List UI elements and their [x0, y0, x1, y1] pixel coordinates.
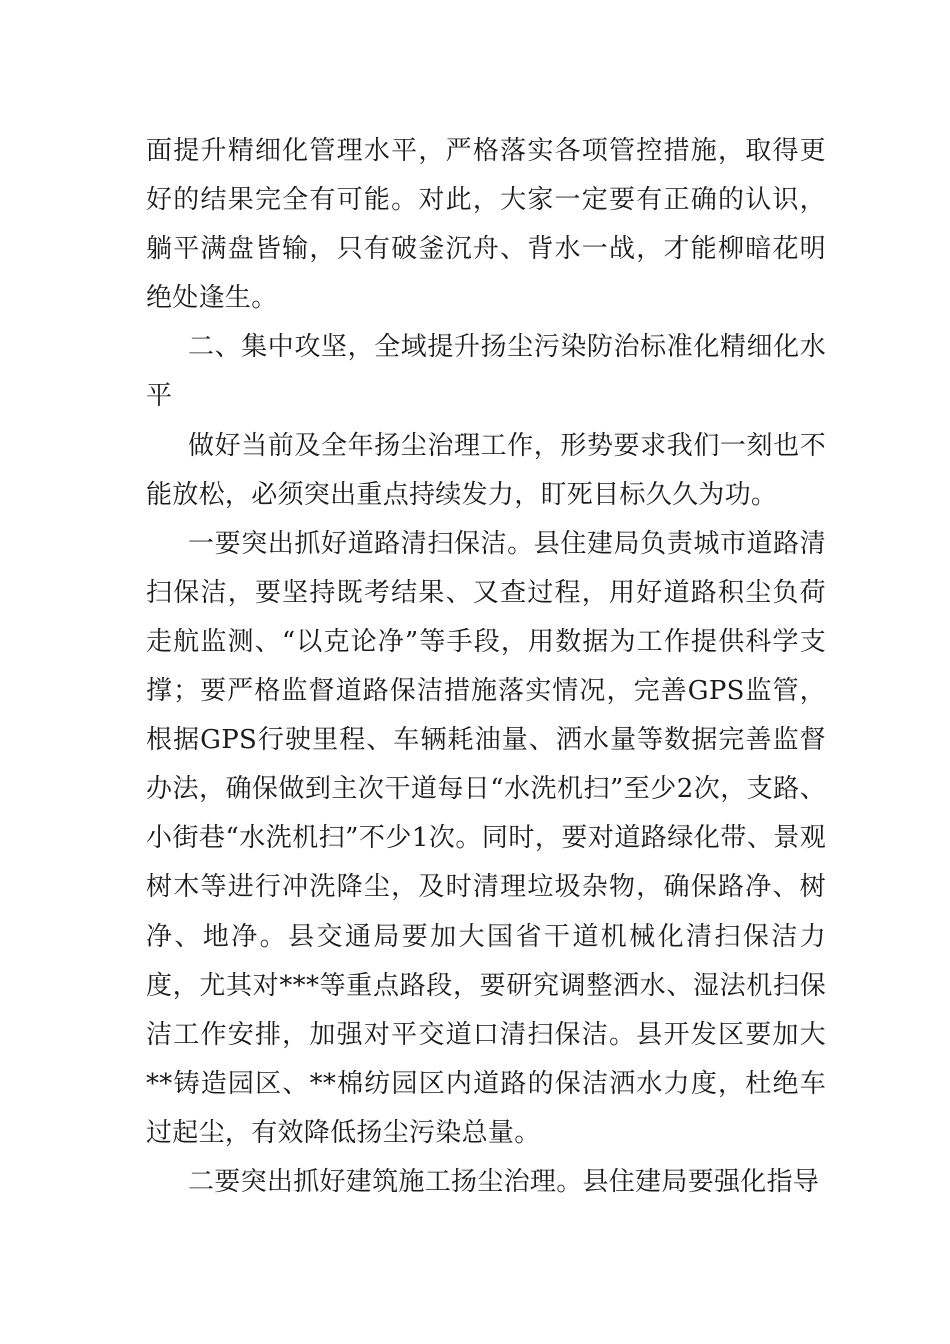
paragraph-intro: 做好当前及全年扬尘治理工作，形势要求我们一刻也不能放松，必须突出重点持续发力，盯死目标久久为功。: [146, 430, 826, 510]
paragraph-road-cleaning: 一要突出抓好道路清扫保洁。县住建局负责城市道路清扫保洁，要坚持既考结果、又查过程，用好道路积尘负荷走航监测、“以克论净”等手段，用数据为工作提供科学支撑；要严格监督道路保洁措施落实情况，完善GPS监管，根据GPS行驶里程、车辆耗油量、洒水量等数据完善监督办法，确保做到主次干道每日“水洗机扫”至少2次，支路、小街巷“水洗机扫”不少1次。同时，要对道路绿化带、景观树木等进行冲洗降尘，及时清理垃圾杂物，确保路净、树净、地净。县交通局要加大国省干道机械化清扫保洁力度，尤其对***等重点路段，要研究调整洒水、湿法机扫保洁工作安排，加强对平交道口清扫保洁。县开发区要加大**铸造园区、**棉纺园区内道路的保洁洒水力度，杜绝车过起尘，有效降低扬尘污染总量。: [146, 528, 826, 1148]
paragraph-continued: 面提升精细化管理水平，严格落实各项管控措施，取得更好的结果完全有可能。对此，大家一定要有正确的认识，躺平满盘皆输，只有破釜沉舟、背水一战，才能柳暗花明绝处逢生。: [146, 136, 826, 314]
section-heading: 二、集中攻坚，全域提升扬尘污染防治标准化精细化水平: [146, 332, 826, 412]
paragraph-construction: 二要突出抓好建筑施工扬尘治理。县住建局要强化指导: [188, 1166, 820, 1197]
document-body: [146, 127, 826, 1207]
